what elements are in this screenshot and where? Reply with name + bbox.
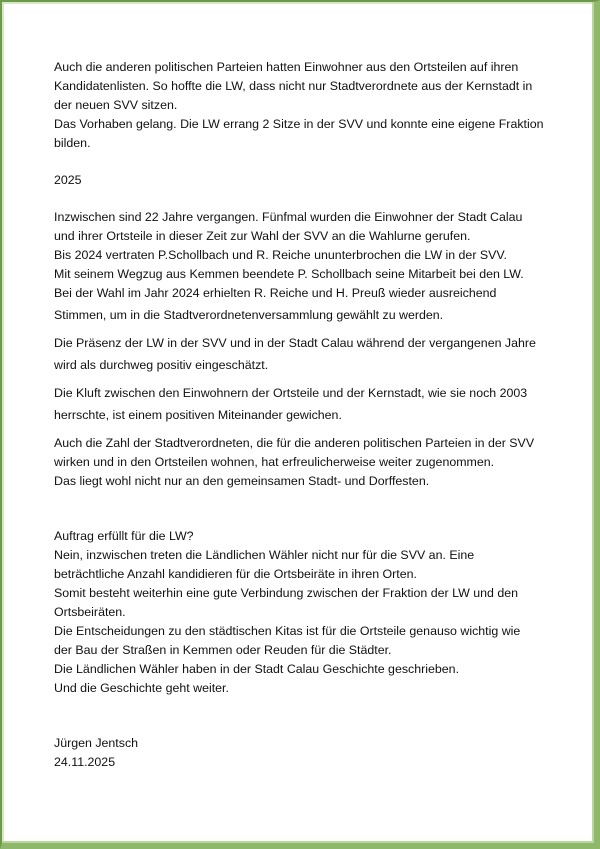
paragraph-22-years <box>54 208 574 325</box>
text-line: Mit seinem Wegzug aus Kemmen beendete P. Schollbach seine Mitarbeit bei den LW. <box>54 267 524 281</box>
year-label: 2025 <box>54 173 82 187</box>
text-line: Stimmen, um in die Stadtverordnetenversammlung gewählt zu werden. <box>54 308 444 322</box>
paragraph-candidate-lists <box>54 58 574 153</box>
spacer <box>54 190 574 208</box>
text-line: und ihrer Ortsteile in dieser Zeit zur Wahl der SVV an die Wahlurne gerufen. <box>54 229 471 243</box>
spacer <box>54 425 574 434</box>
paragraph-divide <box>54 384 574 425</box>
spacer <box>54 153 574 171</box>
paragraph-presence <box>54 334 574 375</box>
document-body <box>54 58 574 772</box>
spacer <box>54 375 574 384</box>
text-line: Die Entscheidungen zu den städtischen Kitas ist für die Ortsteile genauso wichtig wie <box>54 624 521 638</box>
text-line: Nein, inzwischen treten die Ländlichen Wähler nicht nur für die SVV an. Eine <box>54 548 475 562</box>
text-line: herrschte, ist einem positiven Miteinander gewichen. <box>54 408 342 422</box>
text-line: Die Kluft zwischen den Einwohnern der Ortsteile und der Kernstadt, wie sie noch 2003 <box>54 386 528 400</box>
spacer <box>54 698 574 734</box>
signature-block <box>54 734 574 772</box>
text-line: Das liegt wohl nicht nur an den gemeinsamen Stadt- und Dorffesten. <box>54 474 430 488</box>
text-line: der Bau der Straßen in Kemmen oder Reuden für die Städter. <box>54 643 392 657</box>
text-line: Das Vorhaben gelang. Die LW errang 2 Sitze in der SVV und konnte eine eigene Fraktion <box>54 117 544 131</box>
text-line: Die Präsenz der LW in der SVV und in der Stadt Calau während der vergangenen Jahre <box>54 336 536 350</box>
text-line: wirken und in den Ortsteilen wohnen, hat erfreulicherweise weiter zugenommen. <box>54 455 495 469</box>
section-year-heading <box>54 171 574 190</box>
spacer <box>54 491 574 527</box>
text-line: Und die Geschichte geht weiter. <box>54 681 229 695</box>
text-line: bilden. <box>54 136 91 150</box>
text-line: Auch die anderen politischen Parteien hatten Einwohner aus den Ortsteilen auf ihren <box>54 60 519 74</box>
text-line: Ortsbeiräten. <box>54 605 126 619</box>
author-name: Jürgen Jentsch <box>54 736 139 750</box>
spacer <box>54 325 574 334</box>
text-line: Die Ländlichen Wähler haben in der Stadt Calau Geschichte geschrieben. <box>54 662 460 676</box>
text-line: Bis 2024 vertraten P.Schollbach und R. Reiche ununterbrochen die LW in der SVV. <box>54 248 507 262</box>
text-line: beträchtliche Anzahl kandidieren für die Ortsbeiräte in ihren Orten. <box>54 567 417 581</box>
paragraph-mission <box>54 527 574 698</box>
paragraph-councillors <box>54 434 574 491</box>
text-line: wird als durchweg positiv eingeschätzt. <box>54 358 269 372</box>
text-line: Auch die Zahl der Stadtverordneten, die für die anderen politischen Parteien in der SVV <box>54 436 535 450</box>
text-line: der neuen SVV sitzen. <box>54 98 178 112</box>
text-line: Kandidatenlisten. So hoffte die LW, dass nicht nur Stadtverordnete aus der Kernstadt in <box>54 79 533 93</box>
text-line: Auftrag erfüllt für die LW? <box>54 529 194 543</box>
text-line: Inzwischen sind 22 Jahre vergangen. Fünfmal wurden die Einwohner der Stadt Calau <box>54 210 523 224</box>
text-line: Bei der Wahl im Jahr 2024 erhielten R. Reiche und H. Preuß wieder ausreichend <box>54 286 497 300</box>
signature-date: 24.11.2025 <box>54 755 116 769</box>
text-line: Somit besteht weiterhin eine gute Verbindung zwischen der Fraktion der LW und den <box>54 586 519 600</box>
